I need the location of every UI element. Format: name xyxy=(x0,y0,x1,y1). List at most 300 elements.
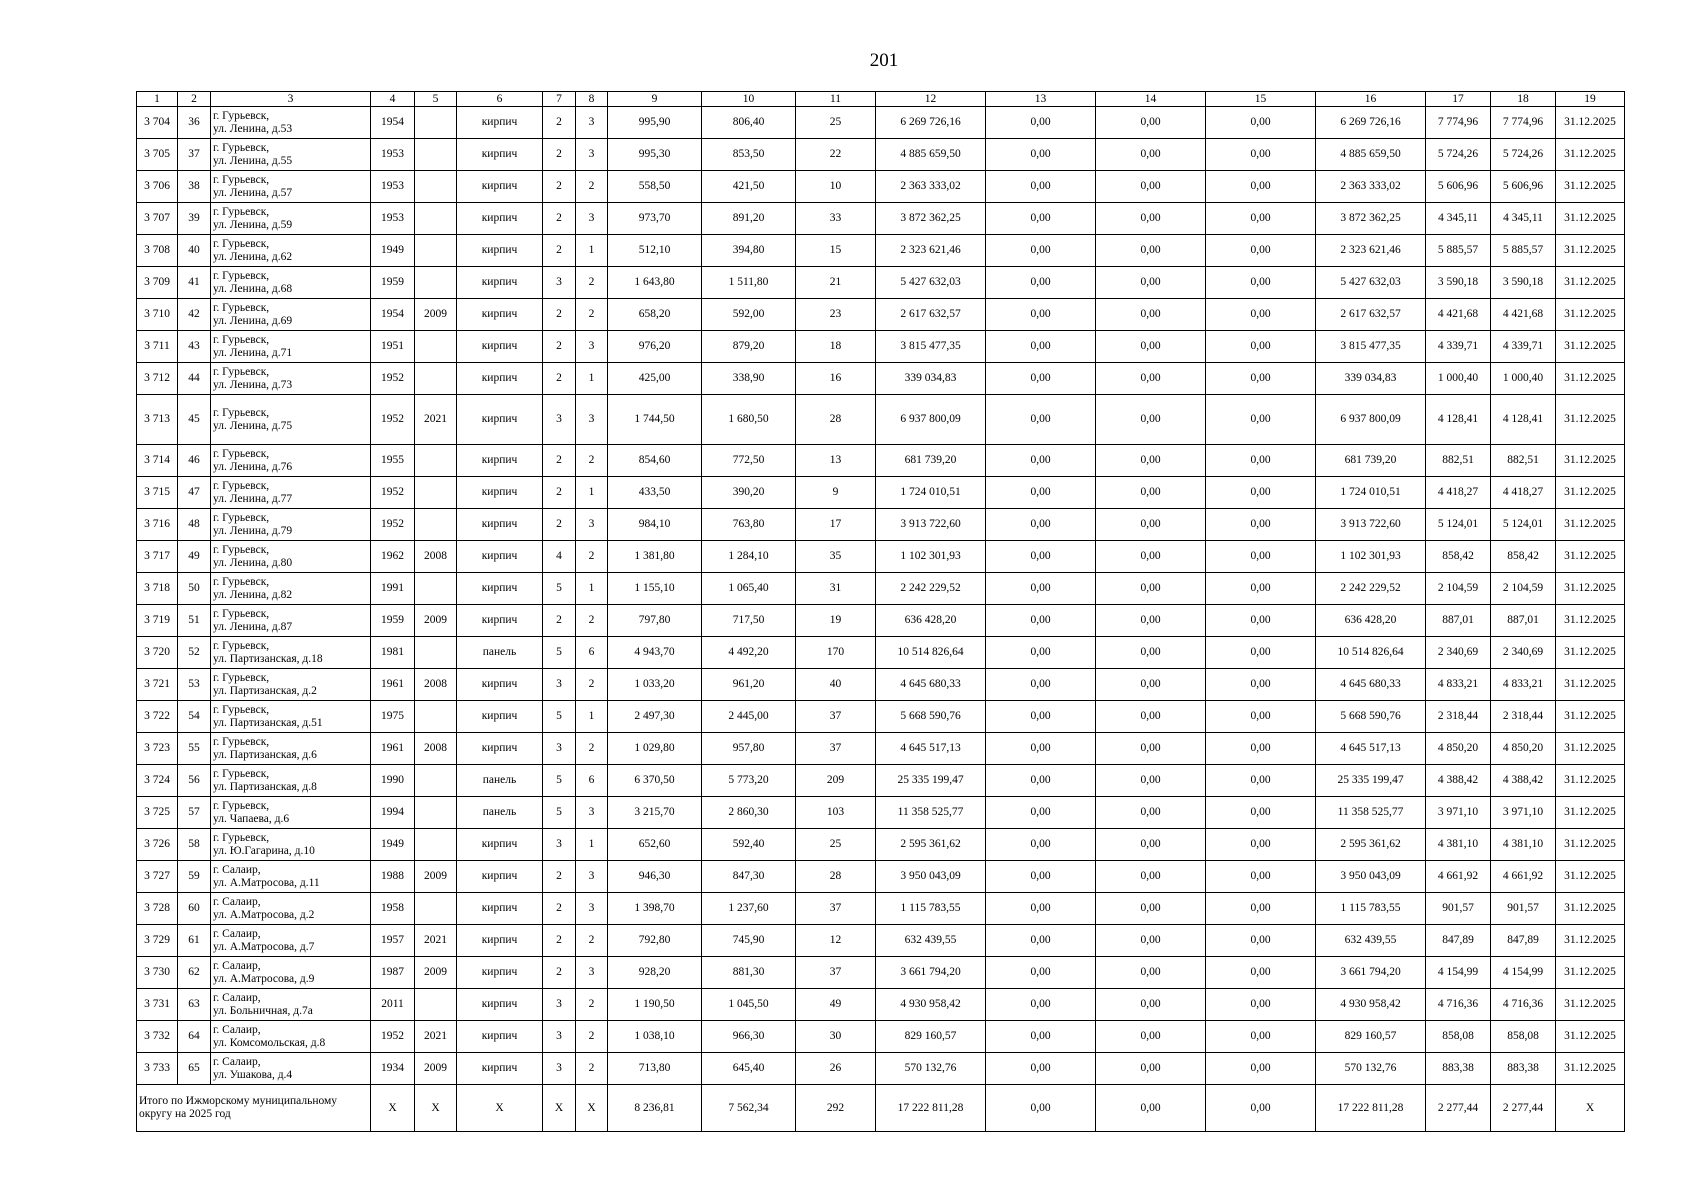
cell-col-15: 0,00 xyxy=(1206,605,1316,637)
cell-col-4: 1975 xyxy=(371,701,415,733)
address-cell xyxy=(211,733,371,765)
total-cell-11: 292 xyxy=(796,1085,876,1132)
cell-col-7: 3 xyxy=(543,1021,576,1053)
cell-col-2: 37 xyxy=(178,139,211,171)
cell-col-7: 2 xyxy=(543,445,576,477)
column-number-row xyxy=(137,92,1625,107)
cell-col-13: 0,00 xyxy=(986,203,1096,235)
table-row xyxy=(137,669,1625,701)
cell-col-1: 3 710 xyxy=(137,299,178,331)
address-city: г. Гурьевск, xyxy=(213,406,270,419)
cell-col-9: 984,10 xyxy=(608,509,702,541)
cell-col-17: 2 104,59 xyxy=(1426,573,1491,605)
cell-col-12: 4 645 680,33 xyxy=(876,669,986,701)
cell-col-17: 5 606,96 xyxy=(1426,171,1491,203)
table-row xyxy=(137,107,1625,139)
cell-col-10: 847,30 xyxy=(702,861,796,893)
cell-col-4: 1952 xyxy=(371,509,415,541)
address-cell xyxy=(211,701,371,733)
column-number-18: 18 xyxy=(1491,92,1556,107)
total-cell-7: X xyxy=(543,1085,576,1132)
cell-col-16: 3 872 362,25 xyxy=(1316,203,1426,235)
column-number-8: 8 xyxy=(576,92,608,107)
cell-col-18: 4 128,41 xyxy=(1491,395,1556,445)
cell-col-1: 3 728 xyxy=(137,893,178,925)
cell-col-4: 1961 xyxy=(371,669,415,701)
cell-col-12: 339 034,83 xyxy=(876,363,986,395)
cell-col-7: 2 xyxy=(543,605,576,637)
address-street: ул. Комсомольская, д.8 xyxy=(213,1036,326,1049)
cell-col-2: 43 xyxy=(178,331,211,363)
cell-col-10: 2 860,30 xyxy=(702,797,796,829)
cell-col-19: 31.12.2025 xyxy=(1556,1021,1625,1053)
cell-col-14: 0,00 xyxy=(1096,541,1206,573)
cell-col-9: 4 943,70 xyxy=(608,637,702,669)
cell-col-11: 26 xyxy=(796,1053,876,1085)
cell-col-6: кирпич xyxy=(457,605,543,637)
cell-col-4: 1952 xyxy=(371,477,415,509)
cell-col-6: кирпич xyxy=(457,171,543,203)
cell-col-15: 0,00 xyxy=(1206,637,1316,669)
address-city: г. Гурьевск, xyxy=(213,365,270,378)
cell-col-15: 0,00 xyxy=(1206,893,1316,925)
cell-col-4: 1957 xyxy=(371,925,415,957)
cell-col-1: 3 731 xyxy=(137,989,178,1021)
column-number-4: 4 xyxy=(371,92,415,107)
cell-col-6: кирпич xyxy=(457,989,543,1021)
cell-col-8: 1 xyxy=(576,235,608,267)
cell-col-8: 3 xyxy=(576,107,608,139)
cell-col-2: 50 xyxy=(178,573,211,605)
cell-col-15: 0,00 xyxy=(1206,797,1316,829)
cell-col-11: 33 xyxy=(796,203,876,235)
address-street: ул. Ленина, д.80 xyxy=(213,556,293,569)
cell-col-13: 0,00 xyxy=(986,989,1096,1021)
cell-col-1: 3 712 xyxy=(137,363,178,395)
cell-col-7: 3 xyxy=(543,1053,576,1085)
cell-col-9: 713,80 xyxy=(608,1053,702,1085)
cell-col-8: 2 xyxy=(576,925,608,957)
address-city: г. Салаир, xyxy=(213,895,261,908)
cell-col-15: 0,00 xyxy=(1206,861,1316,893)
cell-col-11: 37 xyxy=(796,893,876,925)
cell-col-8: 1 xyxy=(576,829,608,861)
cell-col-11: 209 xyxy=(796,765,876,797)
cell-col-2: 62 xyxy=(178,957,211,989)
cell-col-17: 883,38 xyxy=(1426,1053,1491,1085)
cell-col-5 xyxy=(415,701,457,733)
cell-col-1: 3 717 xyxy=(137,541,178,573)
address-city: г. Салаир, xyxy=(213,991,261,1004)
cell-col-18: 4 381,10 xyxy=(1491,829,1556,861)
cell-col-10: 1 284,10 xyxy=(702,541,796,573)
cell-col-5: 2021 xyxy=(415,395,457,445)
cell-col-11: 9 xyxy=(796,477,876,509)
cell-col-4: 1949 xyxy=(371,235,415,267)
cell-col-11: 170 xyxy=(796,637,876,669)
table-row xyxy=(137,477,1625,509)
table-row xyxy=(137,445,1625,477)
cell-col-19: 31.12.2025 xyxy=(1556,363,1625,395)
cell-col-9: 652,60 xyxy=(608,829,702,861)
cell-col-17: 2 340,69 xyxy=(1426,637,1491,669)
cell-col-17: 5 124,01 xyxy=(1426,509,1491,541)
table-row xyxy=(137,267,1625,299)
cell-col-8: 3 xyxy=(576,139,608,171)
cell-col-4: 1953 xyxy=(371,139,415,171)
cell-col-14: 0,00 xyxy=(1096,957,1206,989)
address-cell xyxy=(211,171,371,203)
address-cell xyxy=(211,989,371,1021)
cell-col-18: 4 339,71 xyxy=(1491,331,1556,363)
address-cell xyxy=(211,139,371,171)
column-number-9: 9 xyxy=(608,92,702,107)
cell-col-16: 10 514 826,64 xyxy=(1316,637,1426,669)
cell-col-7: 5 xyxy=(543,573,576,605)
cell-col-18: 1 000,40 xyxy=(1491,363,1556,395)
cell-col-8: 2 xyxy=(576,267,608,299)
cell-col-19: 31.12.2025 xyxy=(1556,203,1625,235)
cell-col-17: 1 000,40 xyxy=(1426,363,1491,395)
table-row xyxy=(137,957,1625,989)
cell-col-18: 2 340,69 xyxy=(1491,637,1556,669)
cell-col-5: 2008 xyxy=(415,541,457,573)
cell-col-7: 3 xyxy=(543,733,576,765)
cell-col-6: кирпич xyxy=(457,203,543,235)
cell-col-11: 35 xyxy=(796,541,876,573)
address-city: г. Гурьевск, xyxy=(213,639,270,652)
cell-col-8: 2 xyxy=(576,989,608,1021)
cell-col-13: 0,00 xyxy=(986,299,1096,331)
cell-col-14: 0,00 xyxy=(1096,797,1206,829)
cell-col-14: 0,00 xyxy=(1096,829,1206,861)
cell-col-1: 3 722 xyxy=(137,701,178,733)
cell-col-13: 0,00 xyxy=(986,669,1096,701)
cell-col-19: 31.12.2025 xyxy=(1556,957,1625,989)
page-number: 201 xyxy=(869,50,899,71)
cell-col-12: 2 595 361,62 xyxy=(876,829,986,861)
column-number-17: 17 xyxy=(1426,92,1491,107)
cell-col-8: 2 xyxy=(576,541,608,573)
cell-col-1: 3 714 xyxy=(137,445,178,477)
table-row xyxy=(137,637,1625,669)
address-street: ул. Партизанская, д.2 xyxy=(213,684,317,697)
cell-col-11: 30 xyxy=(796,1021,876,1053)
cell-col-19: 31.12.2025 xyxy=(1556,509,1625,541)
table-row xyxy=(137,829,1625,861)
cell-col-11: 15 xyxy=(796,235,876,267)
cell-col-9: 1 029,80 xyxy=(608,733,702,765)
table-row xyxy=(137,299,1625,331)
cell-col-8: 3 xyxy=(576,957,608,989)
cell-col-7: 2 xyxy=(543,235,576,267)
cell-col-5: 2009 xyxy=(415,299,457,331)
cell-col-13: 0,00 xyxy=(986,139,1096,171)
cell-col-7: 2 xyxy=(543,139,576,171)
address-street: ул. А.Матросова, д.11 xyxy=(213,876,320,889)
cell-col-1: 3 718 xyxy=(137,573,178,605)
cell-col-5 xyxy=(415,573,457,605)
cell-col-12: 3 815 477,35 xyxy=(876,331,986,363)
cell-col-18: 5 724,26 xyxy=(1491,139,1556,171)
cell-col-17: 4 833,21 xyxy=(1426,669,1491,701)
cell-col-1: 3 724 xyxy=(137,765,178,797)
cell-col-5 xyxy=(415,139,457,171)
address-cell xyxy=(211,267,371,299)
cell-col-1: 3 720 xyxy=(137,637,178,669)
cell-col-11: 21 xyxy=(796,267,876,299)
table-row xyxy=(137,395,1625,445)
cell-col-4: 1959 xyxy=(371,267,415,299)
table-row xyxy=(137,605,1625,637)
total-label: Итого по Ижморскому муниципальному округу на 2025 год xyxy=(137,1085,371,1132)
cell-col-15: 0,00 xyxy=(1206,701,1316,733)
cell-col-17: 4 128,41 xyxy=(1426,395,1491,445)
address-street: ул. Партизанская, д.18 xyxy=(213,652,323,665)
cell-col-18: 858,42 xyxy=(1491,541,1556,573)
cell-col-15: 0,00 xyxy=(1206,331,1316,363)
cell-col-15: 0,00 xyxy=(1206,733,1316,765)
cell-col-10: 891,20 xyxy=(702,203,796,235)
cell-col-18: 858,08 xyxy=(1491,1021,1556,1053)
cell-col-12: 4 645 517,13 xyxy=(876,733,986,765)
cell-col-14: 0,00 xyxy=(1096,299,1206,331)
cell-col-19: 31.12.2025 xyxy=(1556,107,1625,139)
cell-col-9: 1 643,80 xyxy=(608,267,702,299)
cell-col-2: 63 xyxy=(178,989,211,1021)
cell-col-4: 1952 xyxy=(371,363,415,395)
address-cell xyxy=(211,203,371,235)
cell-col-10: 1 511,80 xyxy=(702,267,796,299)
address-street: ул. Партизанская, д.6 xyxy=(213,748,317,761)
cell-col-10: 394,80 xyxy=(702,235,796,267)
cell-col-9: 946,30 xyxy=(608,861,702,893)
cell-col-19: 31.12.2025 xyxy=(1556,605,1625,637)
cell-col-2: 44 xyxy=(178,363,211,395)
cell-col-13: 0,00 xyxy=(986,605,1096,637)
table-row xyxy=(137,765,1625,797)
cell-col-16: 4 645 680,33 xyxy=(1316,669,1426,701)
cell-col-4: 1949 xyxy=(371,829,415,861)
cell-col-16: 3 661 794,20 xyxy=(1316,957,1426,989)
cell-col-6: кирпич xyxy=(457,445,543,477)
cell-col-9: 1 038,10 xyxy=(608,1021,702,1053)
cell-col-1: 3 733 xyxy=(137,1053,178,1085)
cell-col-17: 887,01 xyxy=(1426,605,1491,637)
cell-col-19: 31.12.2025 xyxy=(1556,139,1625,171)
column-number-2: 2 xyxy=(178,92,211,107)
address-city: г. Гурьевск, xyxy=(213,671,270,684)
column-number-13: 13 xyxy=(986,92,1096,107)
cell-col-16: 632 439,55 xyxy=(1316,925,1426,957)
cell-col-6: кирпич xyxy=(457,733,543,765)
cell-col-2: 40 xyxy=(178,235,211,267)
cell-col-5 xyxy=(415,509,457,541)
cell-col-2: 41 xyxy=(178,267,211,299)
cell-col-6: панель xyxy=(457,765,543,797)
cell-col-12: 3 913 722,60 xyxy=(876,509,986,541)
cell-col-7: 3 xyxy=(543,989,576,1021)
cell-col-9: 1 190,50 xyxy=(608,989,702,1021)
cell-col-19: 31.12.2025 xyxy=(1556,669,1625,701)
cell-col-1: 3 723 xyxy=(137,733,178,765)
cell-col-13: 0,00 xyxy=(986,1053,1096,1085)
cell-col-10: 421,50 xyxy=(702,171,796,203)
cell-col-10: 1 680,50 xyxy=(702,395,796,445)
cell-col-18: 4 345,11 xyxy=(1491,203,1556,235)
address-cell xyxy=(211,541,371,573)
cell-col-9: 928,20 xyxy=(608,957,702,989)
cell-col-5 xyxy=(415,235,457,267)
cell-col-10: 338,90 xyxy=(702,363,796,395)
cell-col-13: 0,00 xyxy=(986,331,1096,363)
cell-col-15: 0,00 xyxy=(1206,445,1316,477)
cell-col-7: 2 xyxy=(543,171,576,203)
total-cell-17: 2 277,44 xyxy=(1426,1085,1491,1132)
cell-col-19: 31.12.2025 xyxy=(1556,267,1625,299)
cell-col-12: 1 115 783,55 xyxy=(876,893,986,925)
address-street: ул. Ю.Гагарина, д.10 xyxy=(213,844,315,857)
cell-col-4: 1953 xyxy=(371,203,415,235)
cell-col-19: 31.12.2025 xyxy=(1556,235,1625,267)
cell-col-19: 31.12.2025 xyxy=(1556,861,1625,893)
cell-col-14: 0,00 xyxy=(1096,605,1206,637)
cell-col-14: 0,00 xyxy=(1096,171,1206,203)
cell-col-16: 2 363 333,02 xyxy=(1316,171,1426,203)
address-city: г. Гурьевск, xyxy=(213,301,270,314)
address-city: г. Гурьевск, xyxy=(213,447,270,460)
cell-col-6: кирпич xyxy=(457,267,543,299)
table-row xyxy=(137,925,1625,957)
cell-col-8: 2 xyxy=(576,733,608,765)
cell-col-4: 1959 xyxy=(371,605,415,637)
cell-col-13: 0,00 xyxy=(986,957,1096,989)
address-street: ул. Ленина, д.87 xyxy=(213,620,293,633)
cell-col-1: 3 706 xyxy=(137,171,178,203)
cell-col-13: 0,00 xyxy=(986,267,1096,299)
cell-col-5: 2008 xyxy=(415,669,457,701)
table-row xyxy=(137,861,1625,893)
address-city: г. Гурьевск, xyxy=(213,735,270,748)
cell-col-1: 3 709 xyxy=(137,267,178,299)
cell-col-10: 5 773,20 xyxy=(702,765,796,797)
cell-col-5: 2008 xyxy=(415,733,457,765)
cell-col-13: 0,00 xyxy=(986,893,1096,925)
cell-col-11: 13 xyxy=(796,445,876,477)
table-row xyxy=(137,509,1625,541)
address-street: ул. Партизанская, д.51 xyxy=(213,716,323,729)
cell-col-9: 558,50 xyxy=(608,171,702,203)
cell-col-17: 882,51 xyxy=(1426,445,1491,477)
cell-col-17: 901,57 xyxy=(1426,893,1491,925)
column-number-3: 3 xyxy=(211,92,371,107)
cell-col-13: 0,00 xyxy=(986,107,1096,139)
address-city: г. Гурьевск, xyxy=(213,831,270,844)
cell-col-13: 0,00 xyxy=(986,701,1096,733)
cell-col-8: 2 xyxy=(576,171,608,203)
cell-col-7: 2 xyxy=(543,957,576,989)
cell-col-6: кирпич xyxy=(457,477,543,509)
cell-col-16: 3 913 722,60 xyxy=(1316,509,1426,541)
cell-col-2: 39 xyxy=(178,203,211,235)
cell-col-8: 3 xyxy=(576,861,608,893)
cell-col-16: 339 034,83 xyxy=(1316,363,1426,395)
address-cell xyxy=(211,765,371,797)
cell-col-19: 31.12.2025 xyxy=(1556,637,1625,669)
cell-col-15: 0,00 xyxy=(1206,395,1316,445)
total-cell-8: X xyxy=(576,1085,608,1132)
cell-col-18: 7 774,96 xyxy=(1491,107,1556,139)
address-cell xyxy=(211,669,371,701)
address-city: г. Гурьевск, xyxy=(213,799,270,812)
cell-col-6: кирпич xyxy=(457,701,543,733)
table-row xyxy=(137,1021,1625,1053)
address-city: г. Гурьевск, xyxy=(213,767,270,780)
table-row xyxy=(137,203,1625,235)
cell-col-11: 25 xyxy=(796,829,876,861)
cell-col-19: 31.12.2025 xyxy=(1556,395,1625,445)
cell-col-17: 4 661,92 xyxy=(1426,861,1491,893)
cell-col-13: 0,00 xyxy=(986,235,1096,267)
cell-col-14: 0,00 xyxy=(1096,363,1206,395)
cell-col-11: 22 xyxy=(796,139,876,171)
total-cell-12: 17 222 811,28 xyxy=(876,1085,986,1132)
cell-col-19: 31.12.2025 xyxy=(1556,445,1625,477)
table-body xyxy=(137,107,1625,1085)
cell-col-19: 31.12.2025 xyxy=(1556,573,1625,605)
column-number-1: 1 xyxy=(137,92,178,107)
cell-col-19: 31.12.2025 xyxy=(1556,171,1625,203)
cell-col-7: 5 xyxy=(543,701,576,733)
cell-col-10: 390,20 xyxy=(702,477,796,509)
cell-col-9: 1 398,70 xyxy=(608,893,702,925)
cell-col-17: 847,89 xyxy=(1426,925,1491,957)
cell-col-19: 31.12.2025 xyxy=(1556,893,1625,925)
cell-col-10: 881,30 xyxy=(702,957,796,989)
cell-col-17: 4 418,27 xyxy=(1426,477,1491,509)
table-row xyxy=(137,1053,1625,1085)
cell-col-1: 3 705 xyxy=(137,139,178,171)
cell-col-10: 745,90 xyxy=(702,925,796,957)
table-row xyxy=(137,171,1625,203)
cell-col-14: 0,00 xyxy=(1096,669,1206,701)
cell-col-19: 31.12.2025 xyxy=(1556,541,1625,573)
cell-col-10: 1 065,40 xyxy=(702,573,796,605)
address-street: ул. Ленина, д.69 xyxy=(213,314,293,327)
cell-col-14: 0,00 xyxy=(1096,509,1206,541)
address-street: ул. Ленина, д.75 xyxy=(213,419,293,432)
cell-col-13: 0,00 xyxy=(986,171,1096,203)
address-cell xyxy=(211,573,371,605)
cell-col-10: 957,80 xyxy=(702,733,796,765)
cell-col-1: 3 721 xyxy=(137,669,178,701)
cell-col-15: 0,00 xyxy=(1206,477,1316,509)
cell-col-2: 57 xyxy=(178,797,211,829)
cell-col-19: 31.12.2025 xyxy=(1556,477,1625,509)
address-city: г. Салаир, xyxy=(213,927,261,940)
cell-col-2: 56 xyxy=(178,765,211,797)
cell-col-4: 1962 xyxy=(371,541,415,573)
cell-col-14: 0,00 xyxy=(1096,573,1206,605)
address-cell xyxy=(211,861,371,893)
cell-col-1: 3 727 xyxy=(137,861,178,893)
cell-col-4: 1953 xyxy=(371,171,415,203)
cell-col-10: 961,20 xyxy=(702,669,796,701)
cell-col-19: 31.12.2025 xyxy=(1556,331,1625,363)
cell-col-8: 3 xyxy=(576,797,608,829)
cell-col-15: 0,00 xyxy=(1206,1021,1316,1053)
cell-col-16: 5 427 632,03 xyxy=(1316,267,1426,299)
